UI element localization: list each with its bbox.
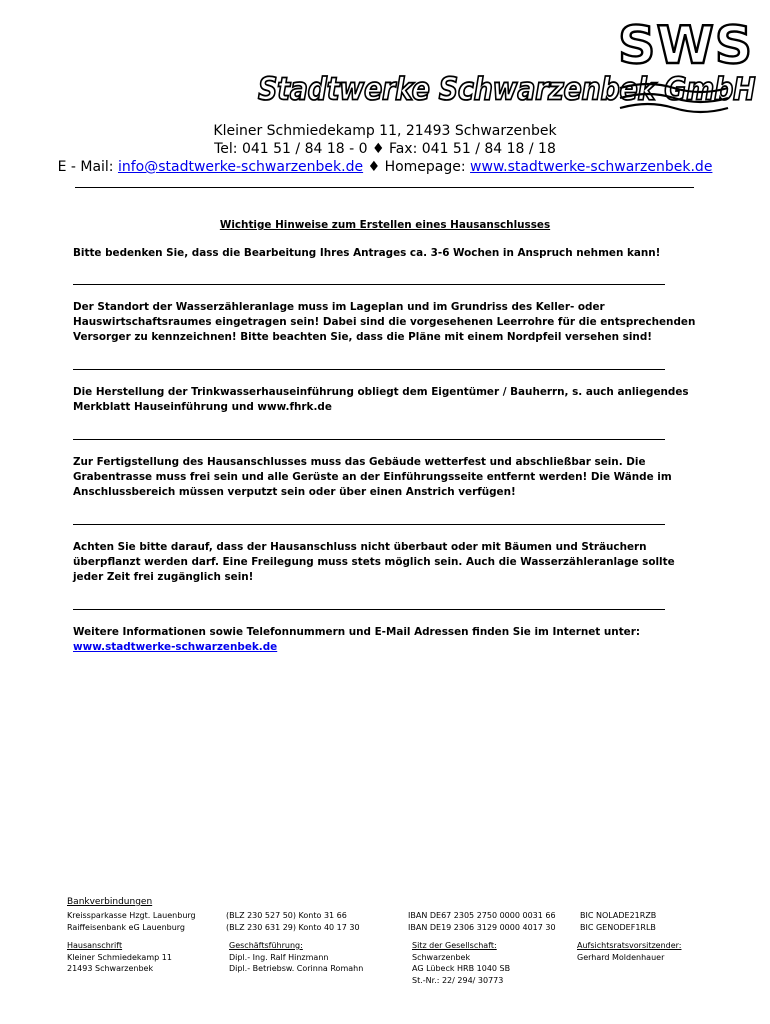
bank-2-iban: IBAN DE19 2306 3129 0000 4017 30 [408,922,556,932]
management-heading: Geschäftsführung: [229,941,303,950]
bank-1-name: Kreissparkasse Hzgt. Lauenburg [67,911,196,920]
bank-heading: Bankverbindungen [67,897,153,907]
footer-board [577,940,682,963]
notice-house-entry: Die Herstellung der Trinkwasserhauseinführung obliegt dem Eigentümer / Bauherrn, s. auch anliegendes Merkblatt Hauseinführung und www.fhrk.de [73,386,689,413]
company-address: Kleiner Schmiedekamp 11, 21493 Schwarzenbek [213,123,557,139]
bank-2-blz: (BLZ 230 631 29) Konto 40 17 30 [226,922,360,932]
bank-accounts [226,910,360,933]
header-divider [75,187,694,188]
bank-2-bic: BIC GENODEF1RLB [580,922,656,932]
divider [73,524,665,525]
sws-logo [618,16,754,118]
board-heading: Aufsichtsratsvorsitzender: [577,941,682,950]
company-name-logo: Stadtwerke Schwarzenbek GmbH [258,72,756,108]
notice-completion: Zur Fertigstellung des Hausanschlusses muss das Gebäude wetterfest und abschließbar sein. Die Grabentrasse muss frei sein und alle Gerüste an der Einführungsseite entfernt werden! Die Wände im Anschlussbereich müssen verputzt sein oder über einen Anstrich verfügen! [73,456,672,498]
seat-3: St.-Nr.: 22/ 294/ 30773 [412,975,504,985]
page-title: Wichtige Hinweise zum Erstellen eines Hausanschlusses [219,219,551,231]
board-1: Gerhard Moldenhauer [577,952,665,962]
address-heading: Hausanschrift [67,941,123,950]
homepage-label: ♦ Homepage: [367,159,466,175]
logo-text: SWS [618,16,754,76]
divider [73,439,665,440]
bank-1-bic: BIC NOLADE21RZB [580,911,657,920]
divider [73,284,665,285]
management-1: Dipl.- Ing. Ralf Hinzmann [229,952,329,962]
bank-bics [580,910,656,933]
footer-address [67,940,172,975]
footer-seat [412,940,510,986]
seat-2: AG Lübeck HRB 1040 SB [412,964,511,973]
intro-notice: Bitte bedenken Sie, dass die Bearbeitung Ihres Antrages ca. 3-6 Wochen in Anspruch nehmen kann! [73,247,661,259]
bank-2-name: Raiffeisenbank eG Lauenburg [67,922,186,932]
seat-1: Schwarzenbek [412,952,471,962]
footer-management [229,940,363,975]
email-link[interactable]: info@stadtwerke-schwarzenbek.de [117,159,364,175]
homepage-link[interactable]: www.stadtwerke-schwarzenbek.de [470,159,713,175]
contact-line [0,159,770,175]
divider [73,609,665,610]
website-link[interactable]: www.stadtwerke-schwarzenbek.de [73,641,278,653]
logo-wave-lines [618,82,730,122]
divider [73,369,665,370]
bank-1-iban: IBAN DE67 2305 2750 0000 0031 66 [408,911,556,920]
more-info-text: Weitere Informationen sowie Telefonnummern und E-Mail Adressen finden Sie im Internet unter: [73,626,640,638]
management-2: Dipl.- Betriebsw. Corinna Romahn [229,964,364,973]
more-info [73,625,703,655]
bank-ibans [408,910,556,933]
bank-names [67,910,196,933]
notice-no-overbuilding: Achten Sie bitte darauf, dass der Hausanschluss nicht überbaut oder mit Bäumen und Sträuchern überpflanzt werden darf. Eine Freilegung muss stets möglich sein. Auch die Wasserzähleranlage sollte jeder Zeit frei zugänglich sein! [73,541,675,583]
address-line-1: Kleiner Schmiedekamp 11 [67,952,172,962]
bank-1-blz: (BLZ 230 527 50) Konto 31 66 [226,911,347,920]
phone-fax-line: Tel: 041 51 / 84 18 - 0 ♦ Fax: 041 51 / 84 18 / 18 [214,141,556,157]
address-line-2: 21493 Schwarzenbek [67,964,154,973]
notice-meter-location: Der Standort der Wasserzähleranlage muss im Lageplan und im Grundriss des Keller- oder Hauswirtschaftsraumes eingetragen sein! Dabei sind die vorgesehenen Leerrohre für die entsprechenden Versorger zu kennzeichnen! Bitte beachten Sie, dass die Pläne mit einem Nordpfeil versehen sind! [73,301,696,343]
email-label: E - Mail: [57,159,114,175]
seat-heading: Sitz der Gesellschaft: [412,941,497,950]
